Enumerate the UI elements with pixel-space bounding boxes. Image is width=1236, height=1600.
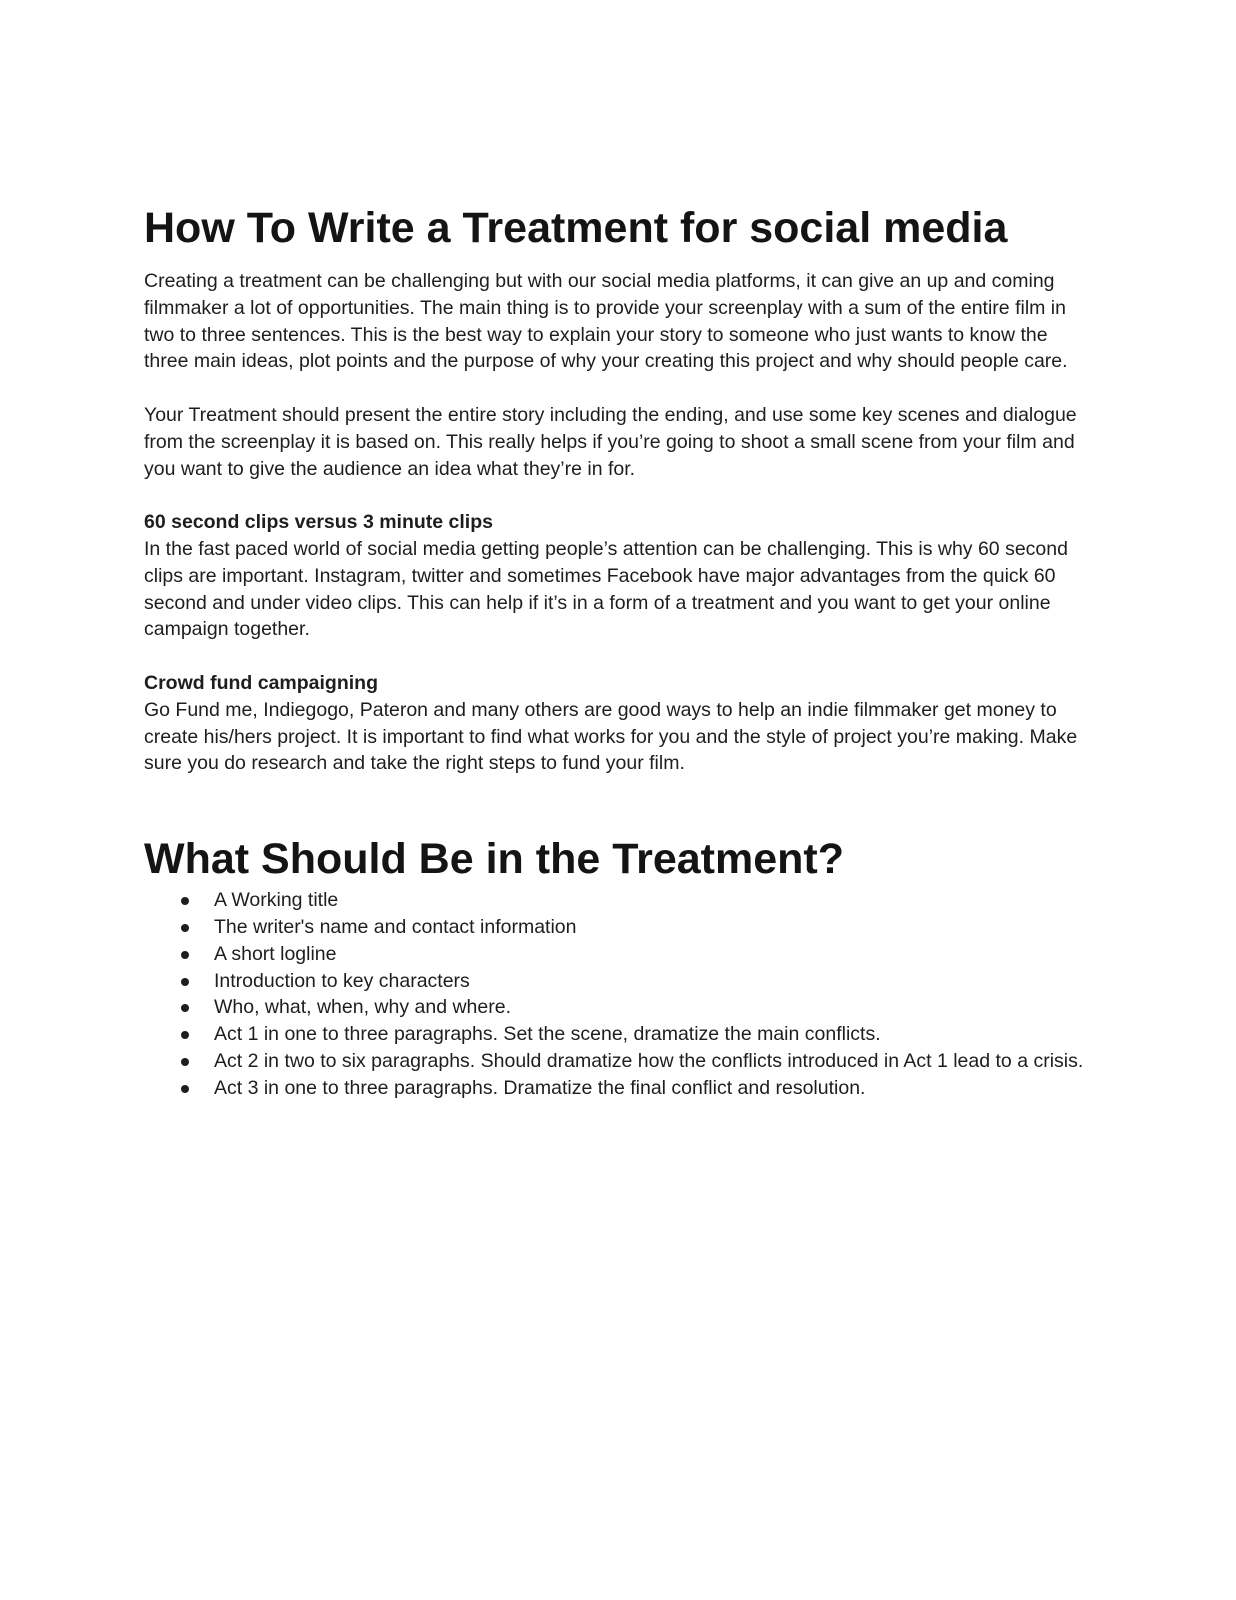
list-item: Who, what, when, why and where. [144,994,1094,1021]
treatment-checklist [144,887,1094,1101]
list-item: The writer's name and contact information [144,914,1094,941]
crowdfund-heading: Crowd fund campaigning [144,671,378,694]
list-item: A short logline [144,941,1094,968]
clips-heading: 60 second clips versus 3 minute clips [144,511,493,534]
intro-paragraph-1: Creating a treatment can be challenging but with our social media platforms, it can give an up and coming filmmaker a lot of opportunities. The main thing is to provide your screenplay with a sum of the entire film in two to three sentences. This is the best way to explain your story to someone who just wants to know the three main ideas, plot points and the purpose of why your creating this project and why should people care. [144,270,1068,373]
list-item: A Working title [144,887,1094,914]
bullet-icon [181,1004,189,1012]
list-item: Introduction to key characters [144,968,1094,995]
list-item: Act 3 in one to three paragraphs. Dramatize the final conflict and resolution. [144,1075,1094,1102]
document-page [144,200,1094,1102]
list-item: Act 1 in one to three paragraphs. Set the scene, dramatize the main conflicts. [144,1021,1094,1048]
page-title: How To Write a Treatment for social media [144,204,1008,252]
bullet-icon [181,951,189,959]
list-item: Act 2 in two to six paragraphs. Should dramatize how the conflicts introduced in Act 1 lead to a crisis. [144,1048,1094,1075]
section-title: What Should Be in the Treatment? [144,835,844,884]
bullet-icon [181,897,189,905]
bullet-icon [181,924,189,932]
bullet-icon [181,1085,189,1093]
crowdfund-paragraph: Go Fund me, Indiegogo, Pateron and many others are good ways to help an indie filmmaker get money to create his/hers project. It is important to find what works for you and the style of project you’re making. Make sure you do research and take the right steps to fund your film. [144,698,1078,775]
clips-paragraph: In the fast paced world of social media getting people’s attention can be challenging. This is why 60 second clips are important. Instagram, twitter and sometimes Facebook have major advantages from the quick 60 second and under video clips. This can help if it’s in a form of a treatment and you want to get your online campaign together. [144,537,1068,641]
bullet-icon [181,978,189,986]
intro-paragraph-2: Your Treatment should present the entire story including the ending, and use some key scenes and dialogue from the screenplay it is based on. This really helps if you’re going to shoot a small scene from your film and you want to give the audience an idea what they’re in for. [144,403,1077,480]
bullet-icon [181,1031,189,1039]
bullet-icon [181,1058,189,1066]
